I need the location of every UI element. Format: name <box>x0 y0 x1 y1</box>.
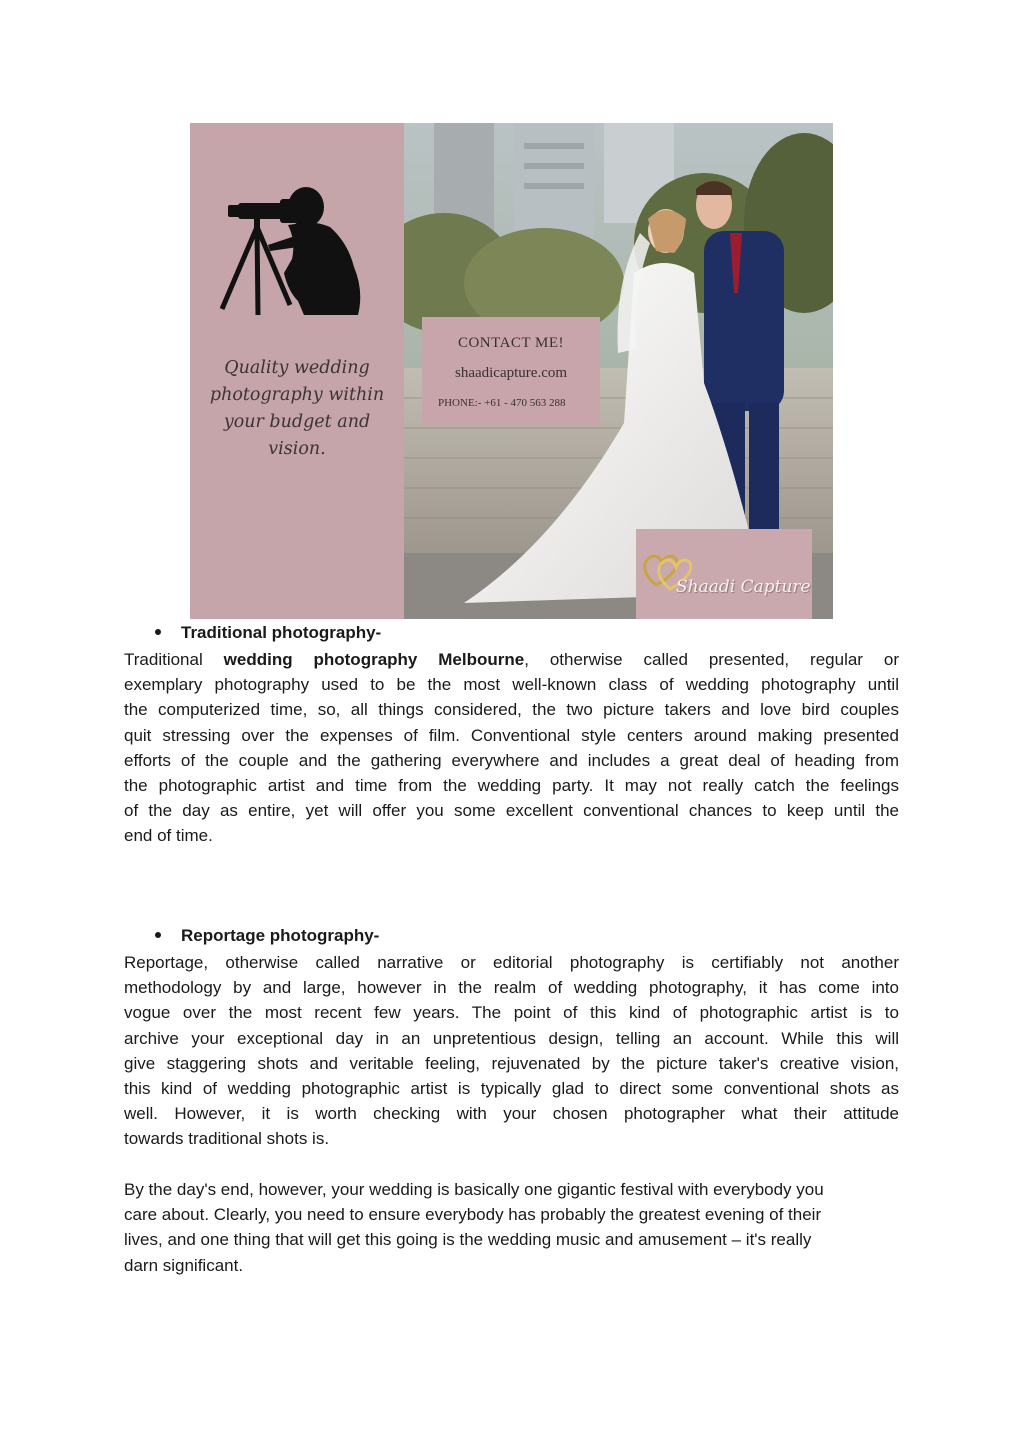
text-line: Traditional wedding photography Melbourne, otherwise called presented, regular or <box>124 650 899 669</box>
contact-box <box>422 317 600 426</box>
section-heading-reportage <box>155 926 379 946</box>
text-line: archive your exceptional day in an unpretentious design, telling an account. While this will <box>124 1028 899 1048</box>
text-line: well. However, it is worth checking with your chosen photographer what their attitude <box>124 1104 899 1124</box>
contact-phone: PHONE:- +61 - 470 563 288 <box>438 397 566 409</box>
paragraph-closing <box>124 1177 899 1278</box>
text-line: this kind of wedding photographic artist is typically glad to direct some conventional shots as <box>124 1078 899 1098</box>
text-line: Reportage, otherwise called narrative or editorial photography is certifiably not another <box>124 953 899 972</box>
text-line: of the day as entire, yet will offer you some excellent conventional chances to keep until the <box>124 801 899 821</box>
text-line: the photographic artist and time from the wedding party. It may not really catch the feelings <box>124 775 899 795</box>
text-line: exemplary photography used to be the most well-known class of wedding photography until <box>124 675 899 695</box>
text-line: lives, and one thing that will get this going is the wedding music and amusement – it's really <box>124 1230 812 1250</box>
text-line: methodology by and large, however in the realm of wedding photography, it has come into <box>124 978 899 998</box>
paragraph-traditional <box>124 647 899 849</box>
text-line: towards traditional shots is. <box>124 1129 330 1149</box>
heading-text: Traditional photography- <box>181 623 382 642</box>
shaadi-capture-logo <box>636 529 812 619</box>
paragraph-reportage <box>124 950 899 1152</box>
contact-website: shaadicapture.com <box>454 365 568 381</box>
text-line: the computerized time, so, all things considered, the two picture takers and love bird couples <box>124 700 899 720</box>
logo-text: Shaadi Capture <box>676 577 811 597</box>
section-heading-traditional <box>155 623 381 643</box>
text-line: By the day's end, however, your wedding is basically one gigantic festival with everybody you <box>124 1180 824 1199</box>
text-line: darn significant. <box>124 1255 244 1275</box>
banner-tagline: Quality wedding photography within your budget and vision. <box>209 358 385 459</box>
contact-title: CONTACT ME! <box>457 335 565 351</box>
banner-image <box>190 123 833 619</box>
banner-left-panel <box>190 123 404 619</box>
bullet-icon <box>155 629 161 635</box>
bullet-icon <box>155 932 161 938</box>
text-line: efforts of the couple and the gathering everywhere and includes a great deal of heading from <box>124 750 899 770</box>
text-line: end of time. <box>124 826 213 846</box>
text-line: vogue over the most recent few years. The point of this kind of photographic artist is to <box>124 1003 899 1023</box>
text-line: care about. Clearly, you need to ensure everybody has probably the greatest evening of their <box>124 1205 822 1225</box>
keyword-link: wedding photography Melbourne <box>223 650 525 669</box>
photographer-silhouette-icon <box>218 181 368 321</box>
heading-text: Reportage photography- <box>181 926 380 945</box>
text-line: quit stressing over the expenses of film. Conventional style centers around making presented <box>124 725 899 745</box>
text-line: give staggering shots and veritable feeling, rejuvenated by the picture taker's creative vision, <box>124 1053 899 1073</box>
